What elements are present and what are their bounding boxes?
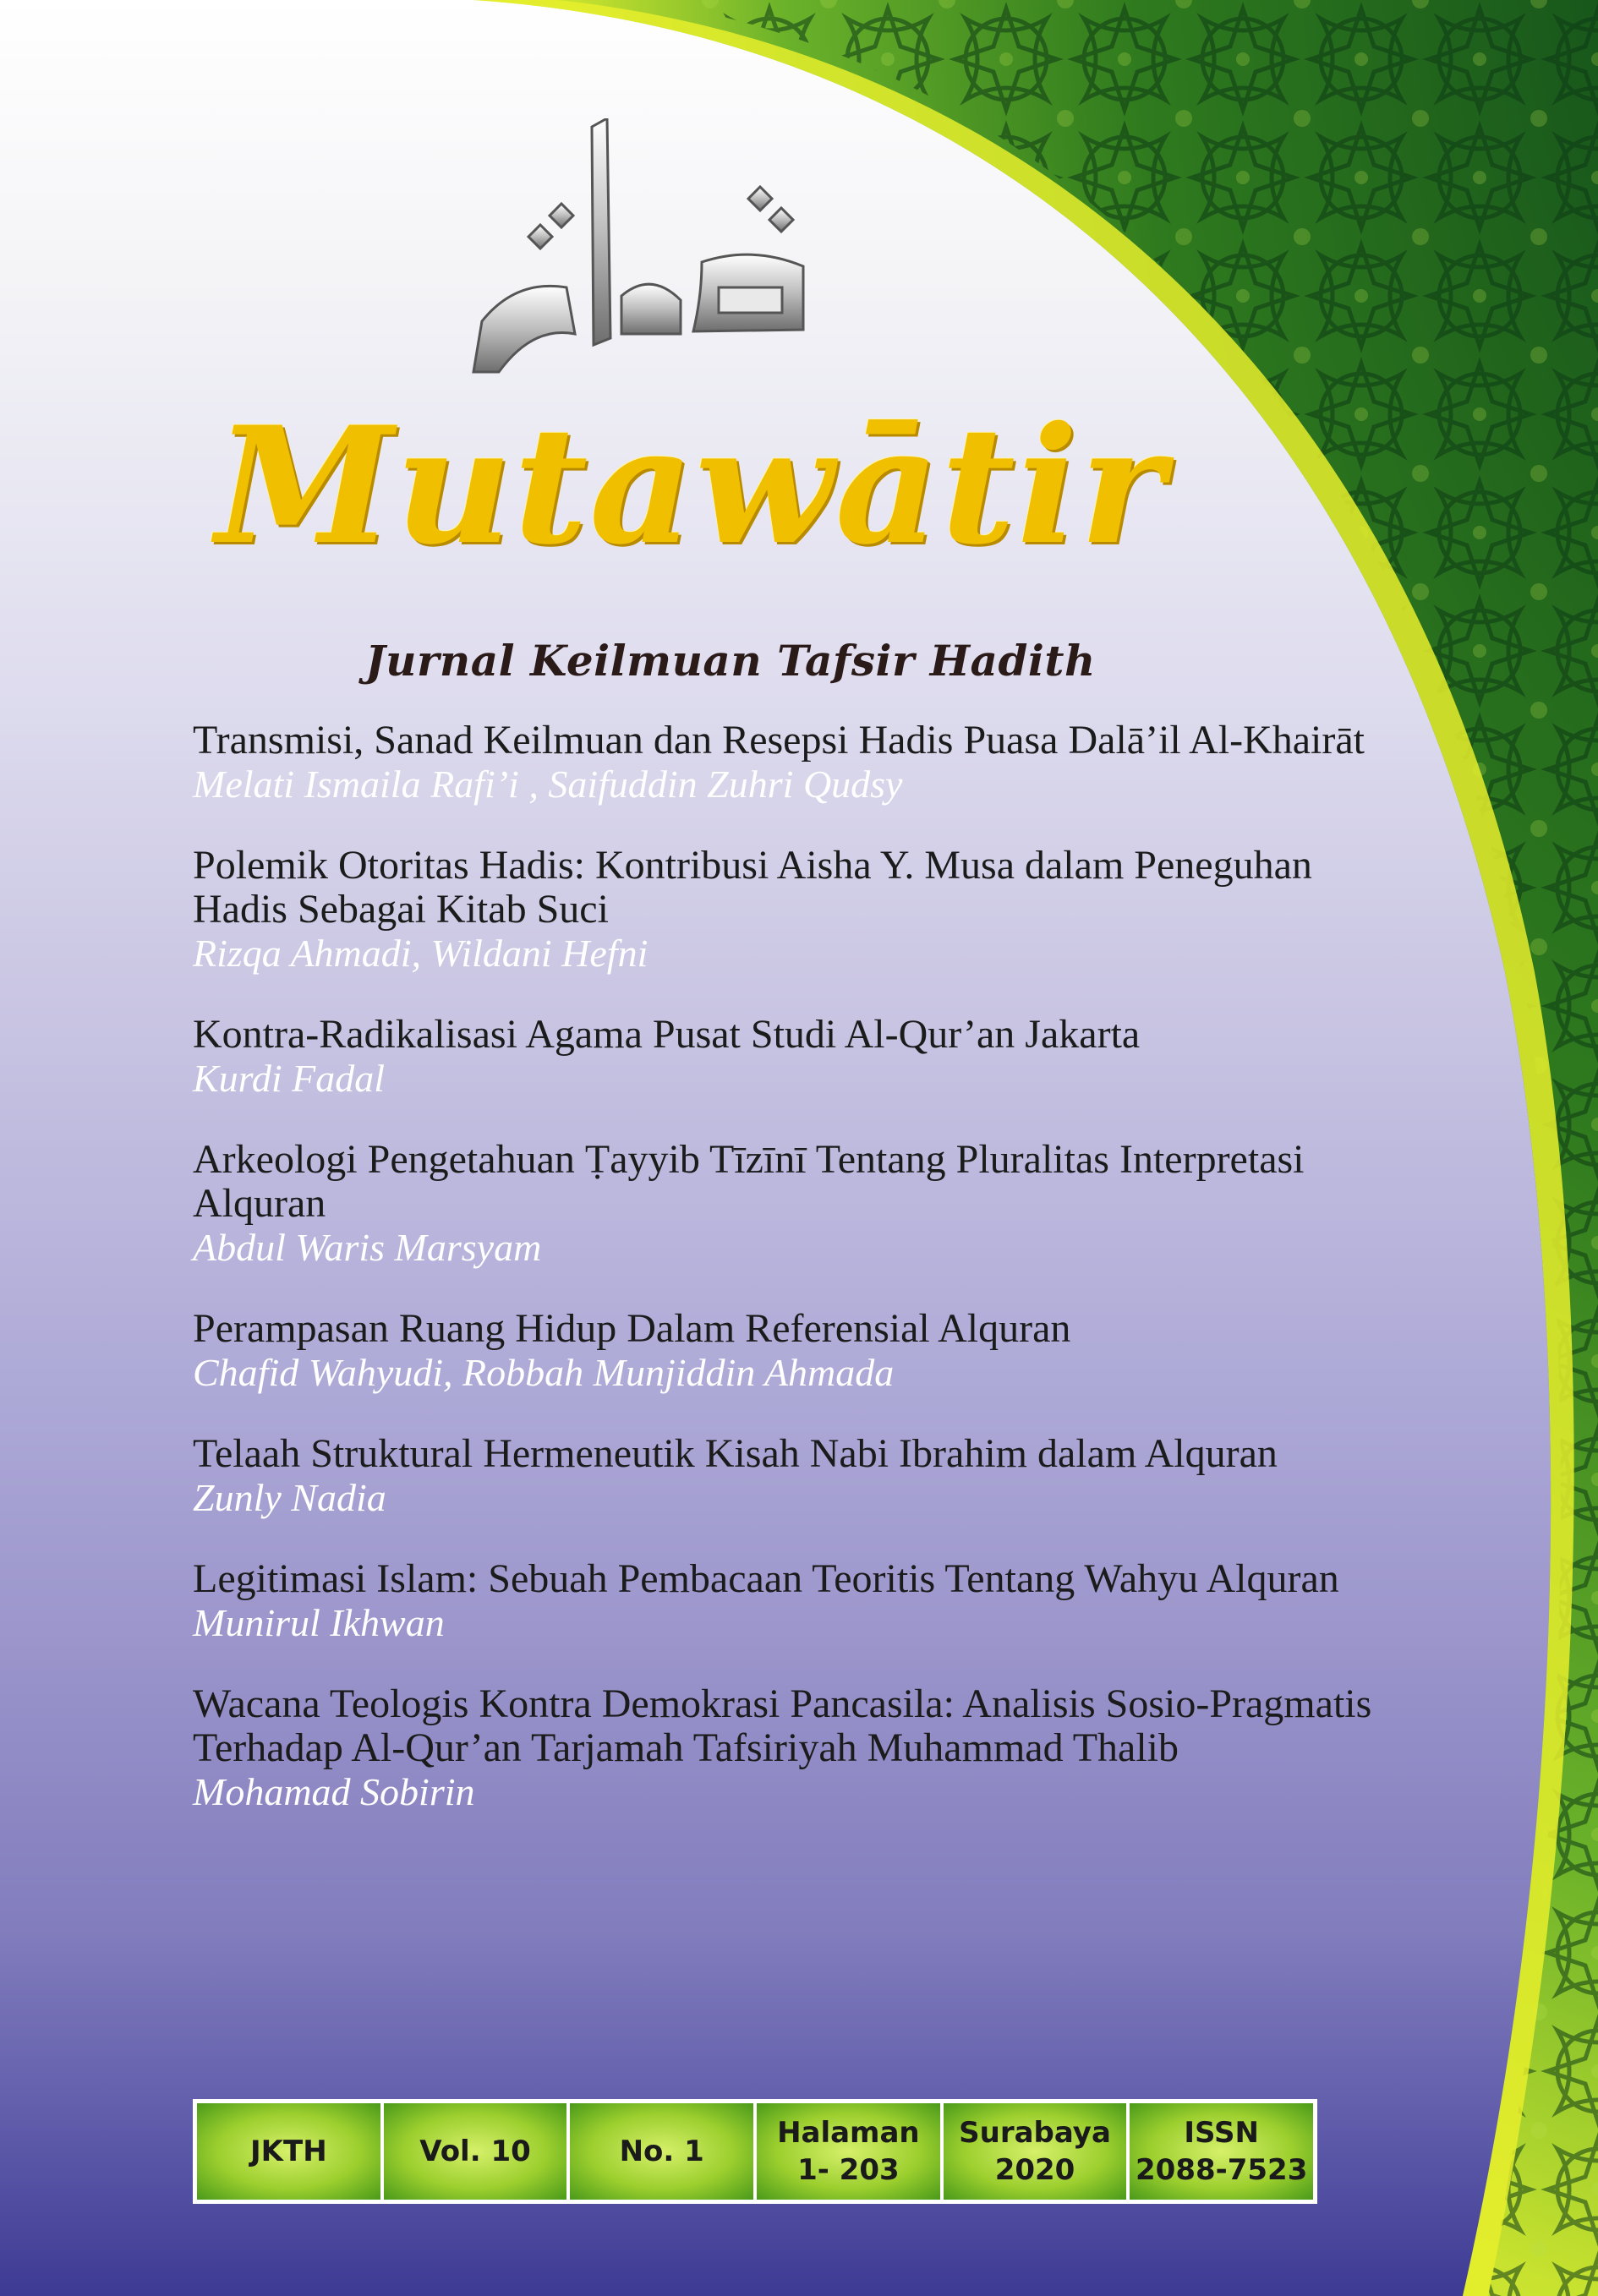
article-item <box>193 719 1393 806</box>
article-title: Legitimasi Islam: Sebuah Pembacaan Teoritis Tentang Wahyu Alquran <box>193 1556 1339 1601</box>
article-list <box>193 719 1393 1851</box>
article-title: Polemik Otoritas Hadis: Kontribusi Aisha Y. Musa dalam Peneguhan Hadis Sebagai Kitab Suci <box>193 843 1312 932</box>
journal-title: Mutawātir <box>216 391 1167 580</box>
article-item <box>193 1557 1393 1645</box>
info-journal-code: JKTH <box>197 2103 380 2200</box>
article-author: Mohamad Sobirin <box>193 1770 475 1813</box>
article-item <box>193 1013 1393 1101</box>
journal-info-bar <box>193 2099 1317 2204</box>
article-item <box>193 1307 1393 1395</box>
article-title: Kontra-Radikalisasi Agama Pusat Studi Al-Qur’an Jakarta <box>193 1012 1141 1057</box>
article-title: Perampasan Ruang Hidup Dalam Referensial Alquran <box>193 1306 1071 1351</box>
article-title: Telaah Struktural Hermeneutik Kisah Nabi Ibrahim dalam Alquran <box>193 1431 1278 1476</box>
article-author: Kurdi Fadal <box>193 1057 386 1100</box>
article-author: Melati Ismaila Rafi’i , Saifuddin Zuhri Qudsy <box>193 763 903 806</box>
article-title: Arkeologi Pengetahuan Ṭayyib Tīzīnī Tentang Pluralitas Interpretasi Alquran <box>193 1137 1305 1226</box>
arabic-calligraphy-logo <box>448 118 846 431</box>
article-item <box>193 1682 1393 1814</box>
article-author: Abdul Waris Marsyam <box>193 1226 542 1269</box>
article-author: Zunly Nadia <box>193 1476 386 1519</box>
info-pages: Halaman 1- 203 <box>757 2103 940 2200</box>
article-author: Chafid Wahyudi, Robbah Munjiddin Ahmada <box>193 1351 895 1394</box>
article-title: Wacana Teologis Kontra Demokrasi Pancasila: Analisis Sosio-Pragmatis Terhadap Al-Qur’an Tarjamah Tafsiriyah Muhammad Thalib <box>193 1681 1372 1770</box>
article-item <box>193 1432 1393 1520</box>
info-place-year: Surabaya 2020 <box>944 2103 1127 2200</box>
article-author: Rizqa Ahmadi, Wildani Hefni <box>193 932 649 975</box>
article-title: Transmisi, Sanad Keilmuan dan Resepsi Hadis Puasa Dalā’il Al-Khairāt <box>193 718 1365 763</box>
info-volume: Vol. 10 <box>384 2103 567 2200</box>
article-author: Munirul Ikhwan <box>193 1601 445 1644</box>
article-item <box>193 844 1393 976</box>
article-item <box>193 1138 1393 1270</box>
info-issn: ISSN 2088-7523 <box>1130 2103 1313 2200</box>
info-number: No. 1 <box>570 2103 753 2200</box>
journal-subtitle: Jurnal Keilmuan Tafsir Hadith <box>365 636 1096 686</box>
